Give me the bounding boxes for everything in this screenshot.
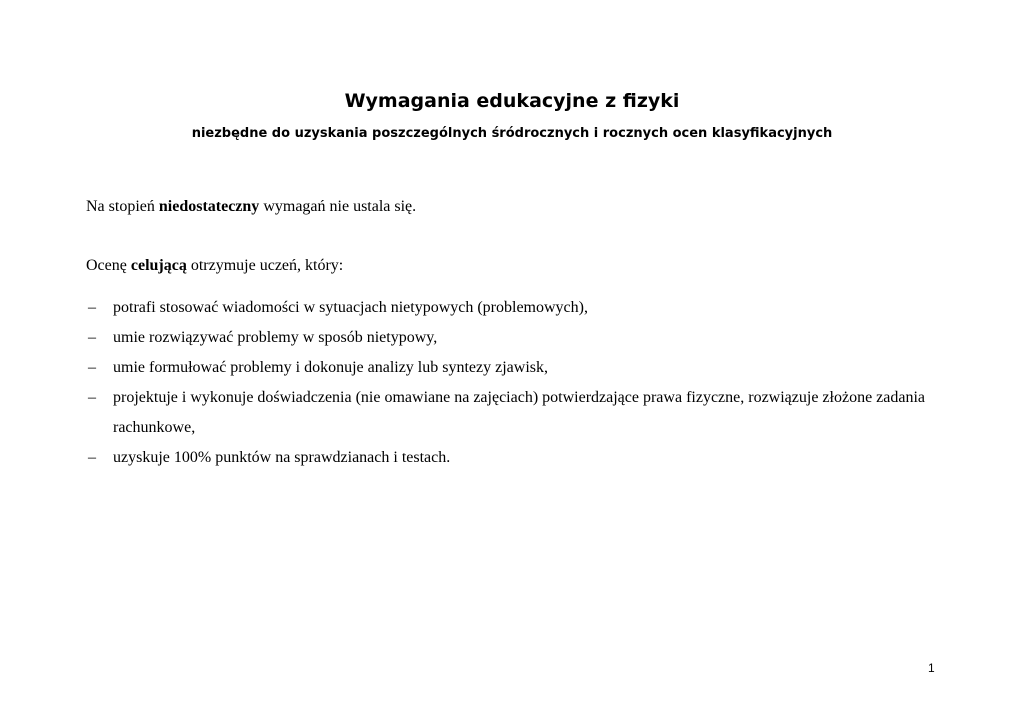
list-item-text: potrafi stosować wiadomości w sytuacjach nietypowych (problemowych), (113, 299, 588, 316)
list-item-text: projektuje i wykonuje doświadczenia (nie omawiane na zajęciach) potwierdzające prawa fizyczne, rozwiązuje złożone zadania rachunkowe, (113, 389, 926, 436)
dash-bullet: – (88, 389, 96, 406)
list-item-text: umie formułować problemy i dokonuje analizy lub syntezy zjawisk, (113, 359, 548, 376)
requirements-list (86, 293, 946, 473)
page-number: 1 (928, 661, 935, 675)
document-title: Wymagania edukacyjne z fizyki (344, 90, 680, 112)
list-item (86, 323, 946, 353)
dash-bullet: – (88, 329, 96, 346)
document-subtitle: niezbędne do uzyskania poszczególnych śródrocznych i rocznych ocen klasyfikacyjnych (191, 126, 833, 141)
list-item-text: uzyskuje 100% punktów na sprawdzianach i testach. (113, 449, 451, 466)
list-item (86, 353, 946, 383)
paragraph-insufficient-grade (86, 197, 416, 217)
paragraph-insufficient-prefix: Na stopień (86, 198, 159, 215)
dash-bullet: – (88, 449, 96, 466)
paragraph-excellent-grade (86, 256, 343, 276)
paragraph-excellent-prefix: Ocenę (86, 257, 131, 274)
dash-bullet: – (88, 299, 96, 316)
list-item (86, 443, 946, 473)
grade-name-excellent: celującą (130, 257, 187, 274)
paragraph-insufficient-suffix: wymagań nie ustala się. (259, 198, 417, 215)
list-item (86, 293, 946, 323)
dash-bullet: – (88, 359, 96, 376)
list-item (86, 383, 946, 443)
grade-name-insufficient: niedostateczny (158, 198, 260, 215)
paragraph-excellent-suffix: otrzymuje uczeń, który: (186, 257, 344, 274)
list-item-text: umie rozwiązywać problemy w sposób nietypowy, (113, 329, 438, 346)
